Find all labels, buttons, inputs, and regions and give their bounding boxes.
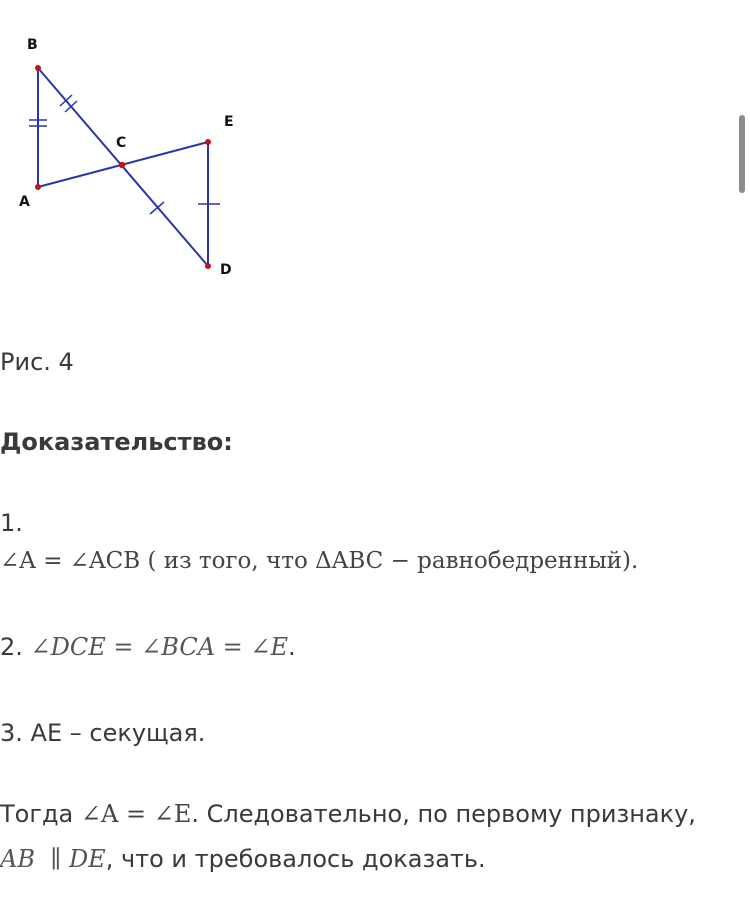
label-d: D xyxy=(220,262,232,278)
point-a xyxy=(35,184,41,190)
label-a: A xyxy=(19,194,30,210)
point-b xyxy=(35,65,41,71)
geometry-figure xyxy=(0,28,260,288)
step-1-number: 1. xyxy=(0,509,23,537)
proof-heading: Доказательство: xyxy=(0,428,233,456)
label-b: B xyxy=(27,37,38,53)
step-2-number: 2. xyxy=(0,633,23,661)
conclusion-prefix: Тогда xyxy=(0,800,74,828)
point-e xyxy=(205,139,211,145)
conclusion-math: ∠A = ∠E xyxy=(80,800,192,828)
step-2-end: . xyxy=(288,633,296,661)
conclusion-text-1: . Следовательно, по первому признаку, xyxy=(191,800,696,828)
conclusion-line-1 xyxy=(0,797,696,831)
point-d xyxy=(205,263,211,269)
label-e: E xyxy=(224,114,234,130)
step-3: 3. AE – секущая. xyxy=(0,719,206,747)
figure-caption: Рис. 4 xyxy=(0,348,74,376)
label-c: C xyxy=(116,135,127,151)
step-2-math: ∠DCE = ∠BCA = ∠E xyxy=(30,633,289,661)
conclusion-text-2: , что и требовалось доказать. xyxy=(105,845,486,873)
figure-svg xyxy=(0,28,260,288)
point-c xyxy=(119,162,125,168)
conclusion-line-2 xyxy=(0,842,486,876)
step-2 xyxy=(0,630,296,664)
conclusion-math-2: AB ∥ DE xyxy=(0,845,106,873)
tick-marks xyxy=(29,95,220,214)
step-1-math: ∠A = ∠ACB ( из того, что ΔABC − равнобедренный). xyxy=(0,548,639,574)
scrollbar-thumb[interactable] xyxy=(739,115,745,193)
